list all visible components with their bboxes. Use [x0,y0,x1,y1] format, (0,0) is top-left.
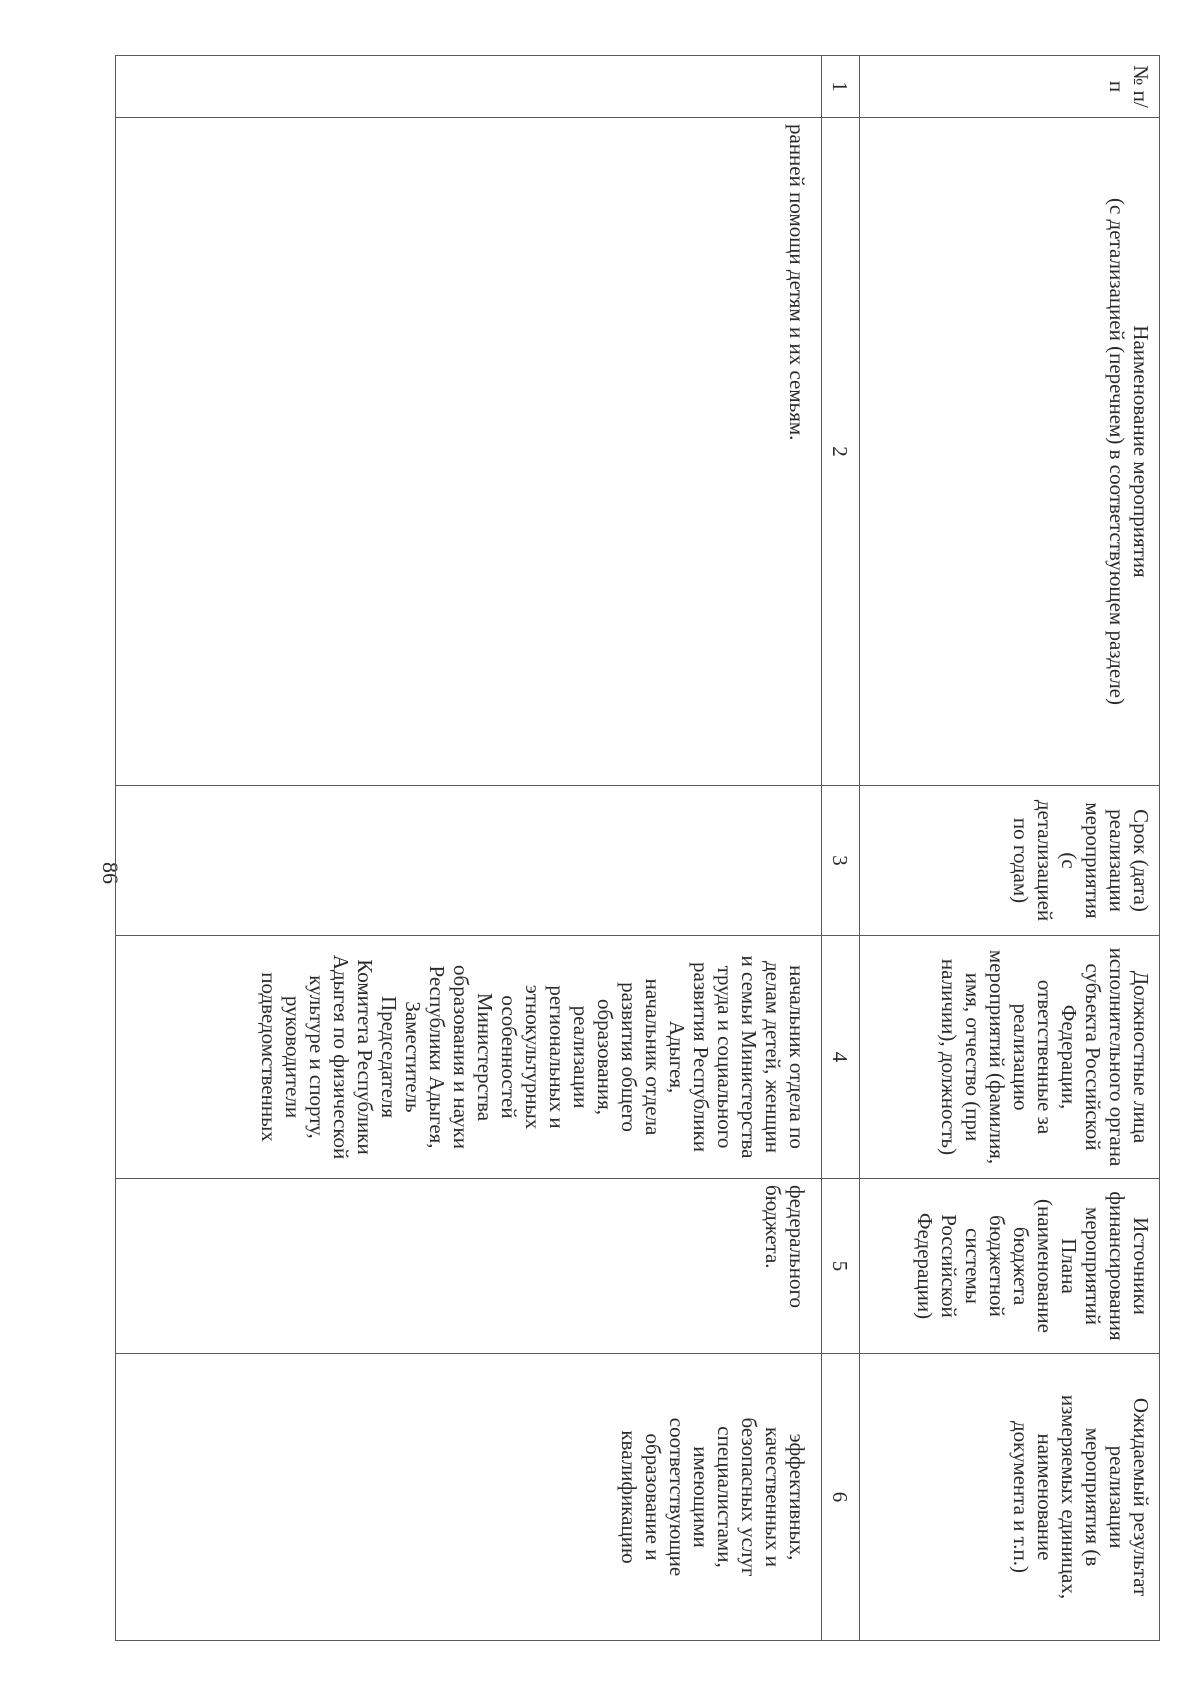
row-deadline-cell [116,786,822,936]
cell-text-line: реализации [1105,809,1129,912]
cell-text-line: начальник отдела по [785,965,809,1149]
cell-text-line: Наименование мероприятия [1129,325,1153,578]
cell-text-line: реализации [569,1005,593,1109]
rotated-table-wrapper [115,55,1160,1640]
header-row [860,56,1160,1641]
cell-text-line: наименование [1033,1433,1057,1561]
cell-text-line: мероприятия (в [1081,1427,1105,1567]
cell-text-line: имя, отчество (при [961,972,985,1142]
cell-text-line: начальник отдела [641,978,665,1136]
table-row [116,56,822,1641]
row-officials-cell [116,936,822,1179]
header-col-deadline [860,786,1160,936]
cell-text-line: мероприятий (фамилия, [985,949,1009,1165]
cell-text-line: особенностей [497,995,521,1119]
header-col-officials [860,936,1160,1179]
row-result-cell [116,1354,822,1641]
cell-text-line: исполнительного органа [1105,947,1129,1167]
cell-text-line: качественных и [761,1427,785,1567]
cell-text-line: этнокультурных [521,984,545,1130]
column-number-row [822,56,860,1641]
cell-text-line: региональных и [545,985,569,1129]
cell-text-line: труда и социального [713,965,737,1149]
header-col-name [860,118,1160,786]
cell-text-line: и семьи Министерства [737,955,761,1159]
cell-text-line: имеющими [689,1446,713,1548]
cell-text-line: Адыгея по физической [329,954,353,1160]
header-col-funding [860,1179,1160,1354]
cell-text-line: Источники [1129,1217,1153,1315]
cell-text-line: Министерства [473,992,497,1122]
cell-text-line: федерального [785,1185,809,1309]
cell-text-line: безопасных услуг [737,1417,761,1577]
cell-text-line: образования, [593,998,617,1116]
column-number: 2 [822,118,860,786]
cell-text-line: наличии), должность) [937,958,961,1156]
cell-text-line: (с детализацией [1033,799,1081,922]
cell-text-line: по годам) [1009,817,1033,904]
plan-table [115,55,1160,1641]
column-number: 5 [822,1179,860,1354]
row-funding-cell [116,1179,822,1354]
cell-text-line: квалификацию [617,1430,641,1564]
cell-text-line: документа и т.п.) [1009,1421,1033,1573]
cell-text-line: Адыгея, [665,1020,689,1094]
cell-text-line: реализации [1105,1445,1129,1549]
cell-text-line: бюджетной [985,1215,1009,1317]
cell-text-line: реализацию [1009,1003,1033,1111]
row-number-cell [116,56,822,118]
cell-text-line: специалистами, [713,1426,737,1568]
cell-text-line: Республики Адыгея, [425,965,449,1149]
column-number: 4 [822,936,860,1179]
cell-text-line: Федерации, [1057,1004,1081,1110]
cell-text-line: ответственные за [1033,979,1057,1135]
cell-text-line: системы [961,1228,985,1304]
cell-text-line: субъекта Российской [1081,963,1105,1151]
column-number: 3 [822,786,860,936]
column-number: 1 [822,56,860,118]
cell-text-line: подведомственных [257,972,281,1142]
row-activity-name-cell: ранней помощи детям и их семьям. [116,118,822,786]
column-number: 6 [822,1354,860,1641]
cell-text-line: бюджета [1009,1226,1033,1306]
cell-text-line: образования и науки [449,965,473,1149]
cell-text-line: измеряемых единицах, [1057,1394,1081,1600]
cell-text-line: бюджета. [761,1185,785,1269]
cell-text-line: Должностные лица [1129,970,1153,1144]
cell-text-line: мероприятий Плана [1057,1207,1105,1325]
cell-text-line: Срок (дата) [1129,809,1153,912]
cell-text-line: Комитета Республики [353,959,377,1155]
cell-text-line: финансирования [1105,1191,1129,1341]
cell-text-line: развития Республики [689,962,713,1152]
cell-text-line: эффективных, [785,1433,809,1561]
header-col-number: № п/п [860,56,1160,118]
cell-text-line: Председателя [377,995,401,1119]
cell-text-line: делам детей, женщин [761,960,785,1154]
cell-text-line: мероприятия [1081,802,1105,919]
cell-text-line: образование и [641,1433,665,1561]
cell-text-line: Ожидаемый результат [1129,1397,1153,1597]
cell-text-line: Заместитель [401,1001,425,1113]
header-col-result [860,1354,1160,1641]
cell-text-line: культуре и спорту, [305,975,329,1139]
cell-text-line: Федерации) [913,1212,937,1320]
cell-text-line: соответствующие [665,1417,689,1577]
cell-text-line: развития общего [617,982,641,1132]
cell-text-line: руководители [281,995,305,1119]
cell-text-line: (с детализацией (перечнем) в соответствующем разделе) [1105,197,1129,705]
cell-text-line: Российской [937,1214,961,1318]
page-number: 86 [98,862,123,884]
cell-text-line: (наименование [1033,1199,1057,1333]
